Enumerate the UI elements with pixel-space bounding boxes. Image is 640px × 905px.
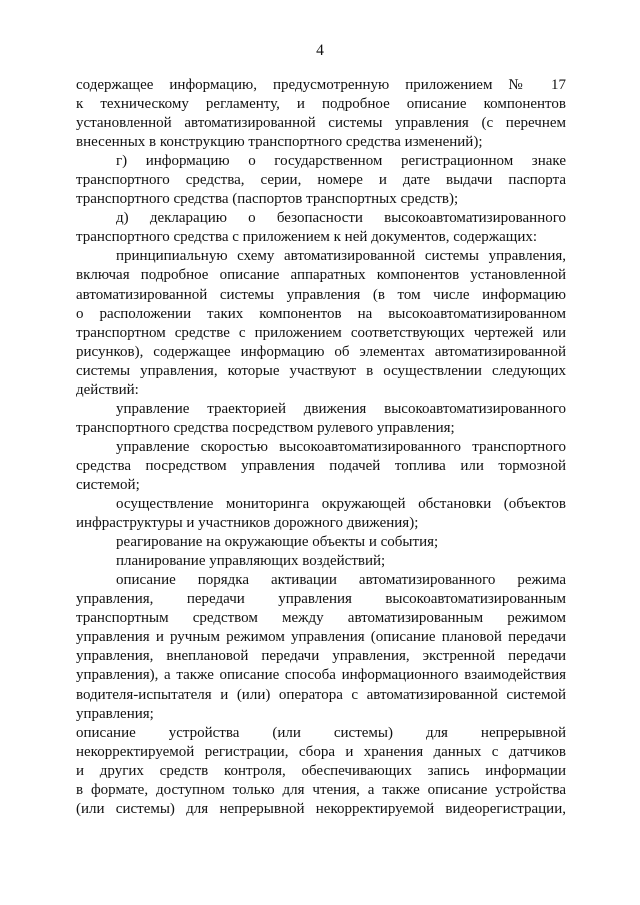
paragraph-line: управления), а также описание способа информационного взаимодействия: [76, 667, 566, 684]
paragraph-line: к техническому регламенту, и подробное описание компонентов: [76, 96, 566, 113]
paragraph-line: некорректируемой регистрации, сбора и хранения данных с датчиков: [76, 743, 566, 760]
paragraph-line: (или системы) для непрерывной некорректируемой видеорегистрации,: [76, 800, 566, 817]
paragraph-line: инфраструктуры и участников дорожного движения);: [76, 515, 419, 532]
paragraph-line: о расположении таких компонентов на высокоавтоматизированном: [76, 305, 566, 322]
paragraph-line: в формате, доступном только для чтения, а также описание устройства: [76, 781, 566, 798]
paragraph-line: планирование управляющих воздействий;: [116, 553, 386, 570]
paragraph-line: транспортного средства (паспортов транспортных средств);: [76, 191, 459, 208]
paragraph-line: автоматизированной системы управления (в том числе информацию: [76, 286, 566, 303]
paragraph-line: установленной автоматизированной системы управления (с перечнем: [76, 115, 566, 132]
paragraph-line: системой;: [76, 476, 140, 493]
paragraph-line: содержащее информацию, предусмотренную приложением № 17: [76, 77, 566, 93]
paragraph-line: реагирование на окружающие объекты и события;: [116, 534, 439, 551]
paragraph-line: внесенных в конструкцию транспортного средства изменений);: [76, 134, 483, 151]
paragraph-line: транспортном средстве с приложением соответствующих чертежей или: [76, 324, 566, 341]
paragraph-line: управления и ручным режимом управления (описание плановой передачи: [76, 629, 566, 646]
paragraph-line: водителя-испытателя и (или) оператора с автоматизированной системой: [76, 686, 566, 703]
paragraph-line: средства посредством управления подачей топлива или тормозной: [76, 457, 566, 474]
paragraph-line: д) декларацию о безопасности высокоавтоматизированного: [116, 210, 566, 227]
paragraph-line: управление скоростью высокоавтоматизированного транспортного: [116, 438, 566, 455]
paragraph-line: действий:: [76, 381, 139, 398]
paragraph-line: управления;: [76, 705, 154, 722]
paragraph-line: транспортного средства посредством рулевого управления;: [76, 419, 455, 436]
page-number: 4: [316, 42, 324, 59]
paragraph-line: транспортным средством между автоматизированным режимом: [76, 610, 566, 627]
paragraph-line: транспортного средства с приложением к ней документов, содержащих:: [76, 229, 538, 246]
paragraph-line: принципиальную схему автоматизированной системы управления,: [116, 248, 566, 265]
document-body: [76, 76, 566, 819]
paragraph-line: системы управления, которые участвуют в осуществлении следующих: [76, 362, 566, 379]
paragraph-line: управления, внеплановой передачи управления, экстренной передачи: [76, 648, 566, 665]
paragraph-line: транспортного средства, серии, номере и дате выдачи паспорта: [76, 172, 566, 189]
paragraph-line: управления, передачи управления высокоавтоматизированным: [76, 591, 566, 608]
paragraph-line: и других средств контроля, обеспечивающих запись информации: [76, 762, 566, 779]
paragraph-line: включая подробное описание аппаратных компонентов установленной: [76, 267, 566, 284]
paragraph-line: г) информацию о государственном регистрационном знаке: [116, 153, 566, 170]
paragraph-line: осуществление мониторинга окружающей обстановки (объектов: [116, 496, 566, 513]
paragraph-line: управление траекторией движения высокоавтоматизированного: [116, 400, 566, 417]
paragraph-line: описание порядка активации автоматизированного режима: [116, 572, 566, 589]
paragraph-line: рисунков), содержащее информацию об элементах автоматизированной: [76, 343, 566, 360]
paragraph-line: описание устройства (или системы) для непрерывной: [76, 724, 566, 741]
